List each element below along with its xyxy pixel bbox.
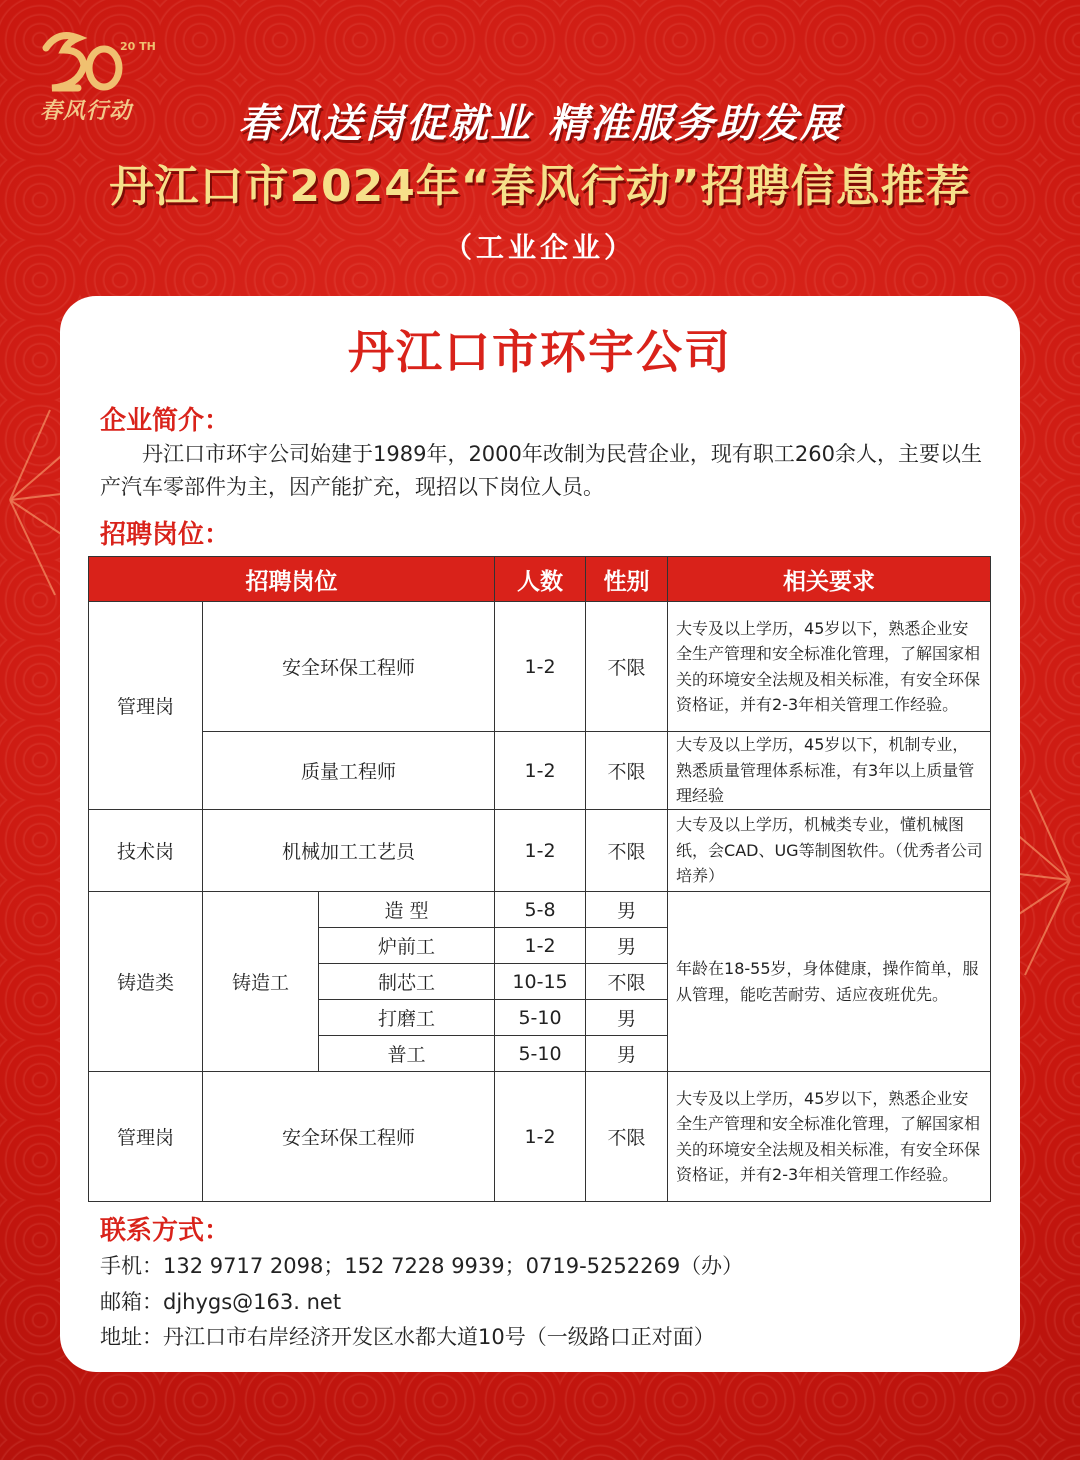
job-requirements: 大专及以上学历，机械类专业，懂机械图纸，会CAD、UG等制图软件。（优秀者公司培养） <box>668 810 991 892</box>
job-requirements: 大专及以上学历，45岁以下，熟悉企业安全生产管理和安全标准化管理，了解国家相关的环境安全法规及相关标准，有安全环保资格证，并有2-3年相关管理工作经验。 <box>668 1072 991 1202</box>
table-row <box>89 1072 991 1202</box>
job-gender: 不限 <box>586 602 668 732</box>
contact-heading: 联系方式： <box>100 1216 231 1246</box>
page-subtitle: （工业企业） <box>443 231 636 264</box>
company-name: 丹江口市环宇公司 <box>348 325 732 379</box>
job-group: 铸造工 <box>203 892 319 1072</box>
job-title: 普工 <box>319 1036 495 1072</box>
job-title: 炉前工 <box>319 928 495 964</box>
table-row <box>89 892 991 928</box>
jobs-heading: 招聘岗位： <box>100 520 231 550</box>
header-gender: 性别 <box>586 557 668 602</box>
slogan: 春风送岗促就业 精准服务助发展 <box>238 101 842 147</box>
header-position: 招聘岗位 <box>89 557 495 602</box>
job-category: 管理岗 <box>89 602 203 810</box>
job-title: 机械加工工艺员 <box>203 810 495 892</box>
job-gender: 男 <box>586 1036 668 1072</box>
job-gender: 不限 <box>586 810 668 892</box>
intro-text: 丹江口市环宇公司始建于1989年，2000年改制为民营企业，现有职工260余人，主要以生产汽车零部件为主，因产能扩充，现招以下岗位人员。 <box>100 442 982 499</box>
logo-text: 春风行动 <box>40 98 133 124</box>
job-count: 1-2 <box>495 732 586 810</box>
job-count: 1-2 <box>495 928 586 964</box>
job-gender: 男 <box>586 1000 668 1036</box>
contact-phone: 手机：132 9717 2098；152 7228 9939；0719-5252269（办） <box>100 1254 744 1278</box>
contact-address: 地址：丹江口市右岸经济开发区水都大道10号（一级路口正对面） <box>100 1325 715 1349</box>
job-count: 10-15 <box>495 964 586 1000</box>
table-row <box>89 810 991 892</box>
job-requirements: 大专及以上学历，45岁以下，机制专业，熟悉质量管理体系标准，有3年以上质量管理经验 <box>668 732 991 810</box>
job-title: 安全环保工程师 <box>203 602 495 732</box>
job-count: 5-10 <box>495 1036 586 1072</box>
job-category: 技术岗 <box>89 810 203 892</box>
job-title: 制芯工 <box>319 964 495 1000</box>
job-gender: 男 <box>586 928 668 964</box>
job-count: 1-2 <box>495 602 586 732</box>
jobs-table <box>88 556 991 1202</box>
page-title: 丹江口市2024年“春风行动”招聘信息推荐 <box>109 161 971 212</box>
job-gender: 不限 <box>586 964 668 1000</box>
job-count: 5-10 <box>495 1000 586 1036</box>
table-header-row <box>89 557 991 602</box>
contact-email[interactable]: 邮箱：djhygs@163. net <box>100 1290 342 1314</box>
job-category: 管理岗 <box>89 1072 203 1202</box>
job-title: 安全环保工程师 <box>203 1072 495 1202</box>
job-requirements: 大专及以上学历，45岁以下，熟悉企业安全生产管理和安全标准化管理，了解国家相关的环境安全法规及相关标准，有安全环保资格证，并有2-3年相关管理工作经验。 <box>668 602 991 732</box>
table-row <box>89 602 991 732</box>
job-gender: 不限 <box>586 732 668 810</box>
company-card <box>60 296 1020 1372</box>
job-title: 质量工程师 <box>203 732 495 810</box>
header-count: 人数 <box>495 557 586 602</box>
job-count: 1-2 <box>495 810 586 892</box>
job-gender: 不限 <box>586 1072 668 1202</box>
job-requirements: 年龄在18-55岁，身体健康，操作简单，服从管理，能吃苦耐劳、适应夜班优先。 <box>668 892 991 1072</box>
intro-heading: 企业简介： <box>100 406 231 436</box>
svg-text:20 TH: 20 TH <box>120 40 156 53</box>
job-title: 造 型 <box>319 892 495 928</box>
job-gender: 男 <box>586 892 668 928</box>
table-row <box>89 732 991 810</box>
job-count: 1-2 <box>495 1072 586 1202</box>
job-title: 打磨工 <box>319 1000 495 1036</box>
job-count: 5-8 <box>495 892 586 928</box>
header-requirements: 相关要求 <box>668 557 991 602</box>
job-category: 铸造类 <box>89 892 203 1072</box>
dragon-20th-logo-icon <box>38 28 156 98</box>
